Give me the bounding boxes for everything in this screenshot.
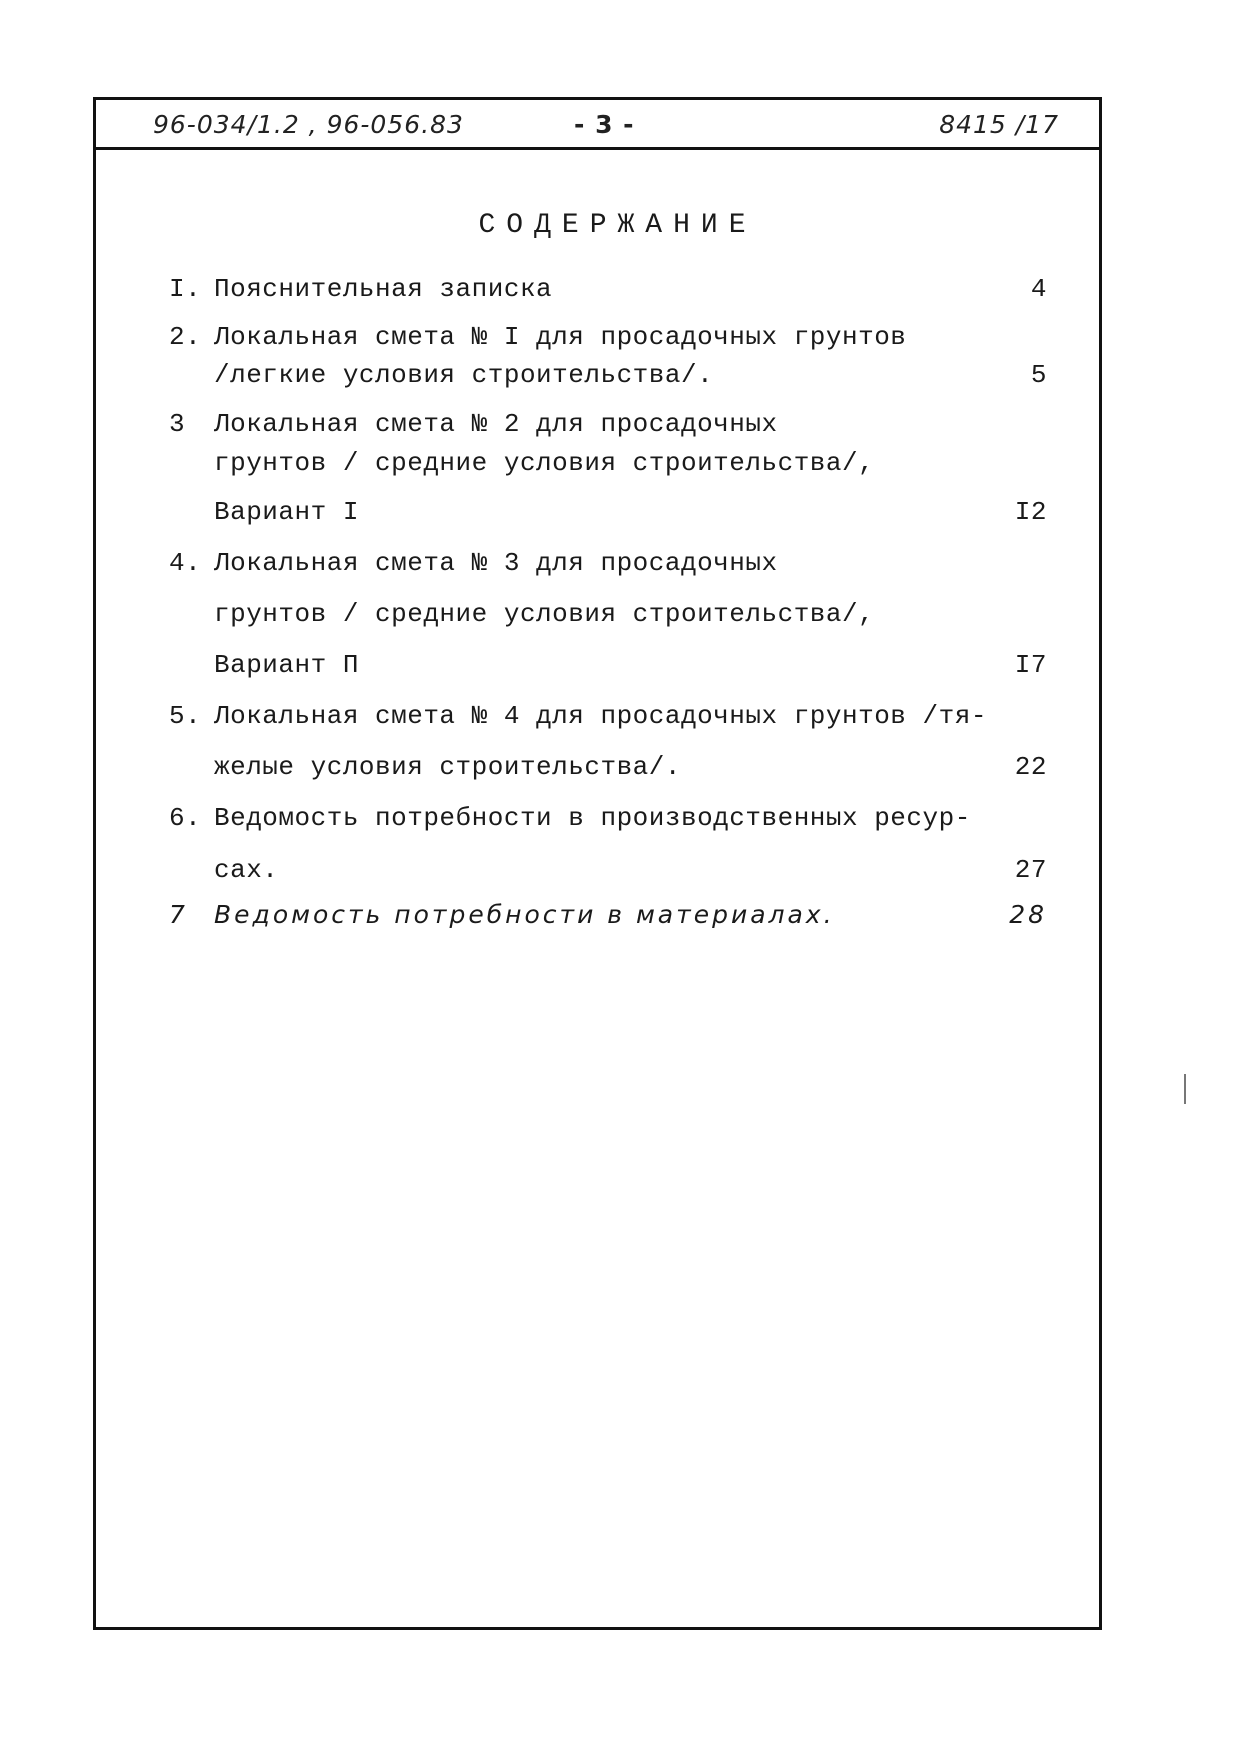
entry-text: грунтов / средние условия строительства/, [214, 448, 875, 478]
entry-text: /легкие условия строительства/. [214, 360, 714, 390]
entry-text: сах. [214, 855, 279, 885]
entry-page: 28 [1009, 900, 1047, 929]
entry-text: грунтов / средние условия строительства/, [214, 599, 875, 629]
entry-number: 7 [169, 900, 188, 929]
entry-page: I2 [1014, 497, 1047, 527]
archive-number: 8415 /17 [939, 110, 1059, 139]
entry-number: 6. [169, 803, 202, 833]
entry-text: желые условия строительства/. [214, 752, 681, 782]
page-number: - 3 - [574, 110, 635, 139]
entry-text: Локальная смета № I для просадочных грунтов [214, 322, 907, 352]
entry-page: 4 [1030, 274, 1047, 304]
entry-number: 3 [169, 409, 186, 439]
entry-text: Вариант П [214, 650, 359, 680]
entry-number: I. [169, 274, 202, 304]
entry-page: 5 [1030, 360, 1047, 390]
entry-text: Ведомость потребности в производственных ресур- [214, 803, 971, 833]
entry-page: 27 [1014, 855, 1047, 885]
doc-code: 96-034/1.2 , 96-056.83 [153, 110, 464, 139]
entry-number: 4. [169, 548, 202, 578]
toc-title: СОДЕРЖАНИЕ [478, 210, 757, 241]
entry-text: Локальная смета № 3 для просадочных [214, 548, 778, 578]
entry-text: Ведомость потребности в материалах. [214, 900, 835, 929]
entry-text: Вариант I [214, 497, 359, 527]
entry-text: Пояснительная записка [214, 274, 553, 304]
entry-number: 2. [169, 322, 202, 352]
entry-text: Локальная смета № 4 для просадочных грунтов /тя- [214, 701, 987, 731]
entry-page: I7 [1014, 650, 1047, 680]
entry-number: 5. [169, 701, 202, 731]
margin-mark [1184, 1074, 1186, 1104]
page-frame [93, 97, 1102, 1630]
entry-page: 22 [1014, 752, 1047, 782]
header-row [96, 100, 1099, 150]
entry-text: Локальная смета № 2 для просадочных [214, 409, 778, 439]
